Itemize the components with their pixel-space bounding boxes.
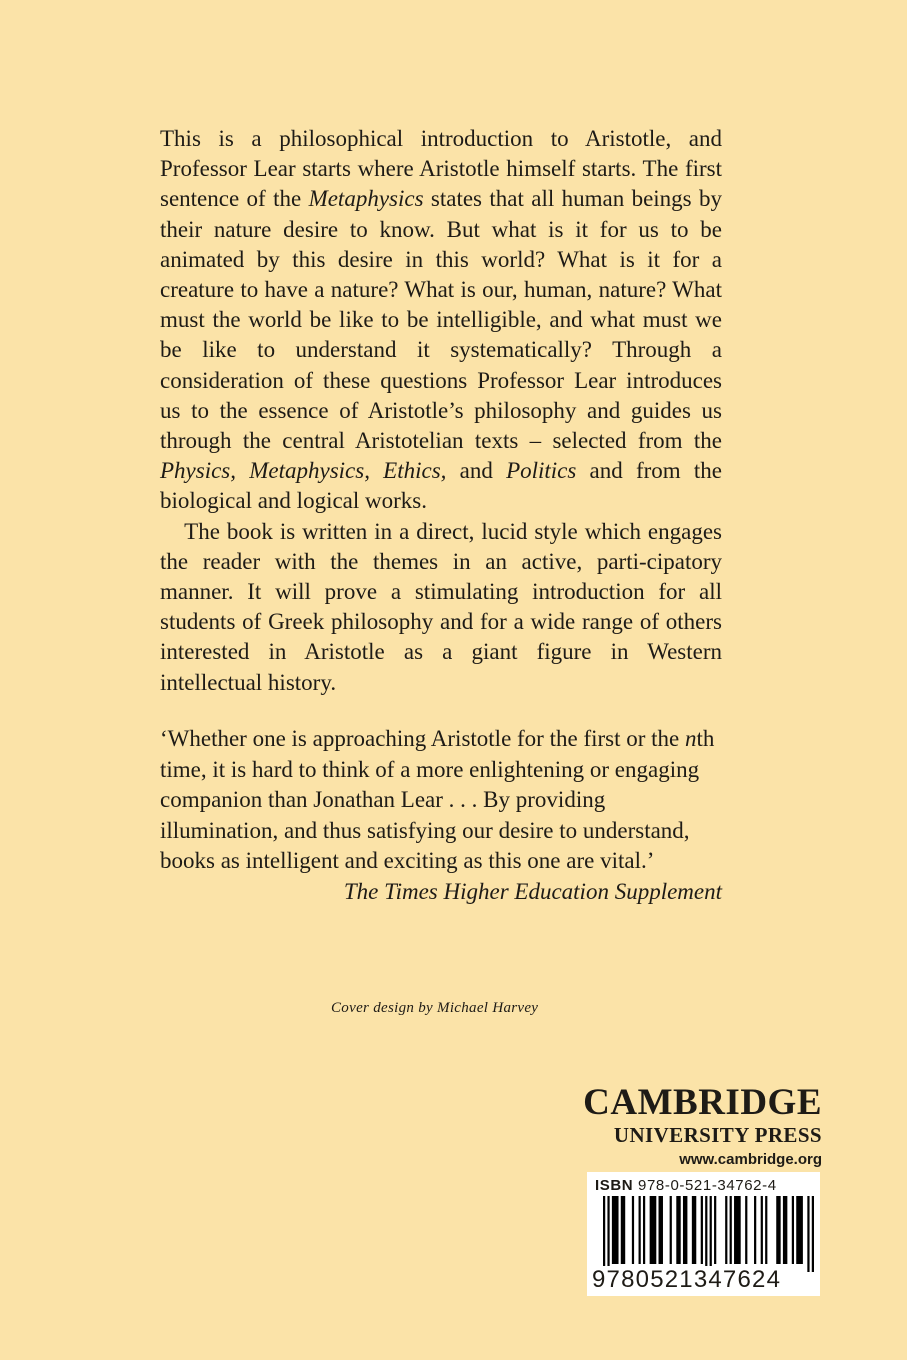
blurb [160, 124, 722, 698]
barcode-bar [603, 1196, 605, 1272]
quote-text-nth: n [685, 726, 697, 751]
barcode-bar [710, 1196, 712, 1272]
barcode-bar [730, 1196, 732, 1264]
barcode-bar [683, 1196, 687, 1264]
publisher-url: www.cambridge.org [679, 1151, 822, 1168]
barcode-bar [670, 1196, 672, 1264]
blurb-text-run: and [446, 458, 507, 484]
barcode-bar [632, 1196, 634, 1264]
blurb-italic-title: Politics [506, 458, 577, 484]
blurb-text-run: This is a philosophical introduction to Aristotle, and Professor Lear starts where Aristotle himself starts. The first sentence of the [160, 126, 722, 212]
barcode-bar [701, 1196, 703, 1264]
barcode-bar [792, 1196, 794, 1264]
blurb-paragraph-1 [160, 124, 722, 517]
quote-text-open: ‘Whether one is approaching Aristotle for the first or the [160, 726, 686, 751]
isbn-value: 978-0-521-34762-4 [638, 1177, 777, 1194]
barcode-bar [650, 1196, 657, 1264]
blurb-paragraph-2: The book is written in a direct, lucid style which engages the reader with the themes in an active, parti-cipatory manner. It will prove a stimulating introduction for all students of Greek philosophy and for a wide range of others interested in Aristotle as a giant figure in Western intellectual history. [160, 518, 722, 695]
isbn-line [595, 1177, 777, 1194]
barcode-bar [612, 1196, 619, 1264]
cover-design-credit: Cover design by Michael Harvey [331, 1000, 539, 1016]
barcode-bar [812, 1196, 814, 1272]
barcode-bar [639, 1196, 641, 1264]
blurb-text-run: states that all human beings by their nature desire to know. But what is it for us to be animated by this desire in this world? What is it for a creature to have a nature? What is our, human, nature? What must the world be like to be intelligible, and what must we be like to understand it systematically? Through a consideration of these questions Professor Lear introduces us to the essence of Aristotle’s philosophy and guides us through the central Aristotelian texts – selected from the [160, 186, 722, 454]
barcode-bar [734, 1196, 741, 1264]
barcode-graphic [593, 1196, 814, 1272]
barcode-bar [714, 1196, 716, 1264]
barcode-bar [621, 1196, 625, 1264]
barcode-digits: 9780521347624 [592, 1266, 782, 1293]
barcode-bar [776, 1196, 780, 1264]
barcode-bar [705, 1196, 707, 1272]
blurb-text-run: and from the biological and logical works. [160, 458, 723, 514]
barcode-bar [692, 1196, 696, 1264]
quote-source: The Times Higher Education Supplement [343, 878, 722, 904]
barcode-bar [659, 1196, 663, 1264]
barcode-bar [643, 1196, 645, 1264]
barcode-bar [783, 1196, 787, 1264]
review-quote [160, 724, 722, 907]
publisher-logo [580, 1084, 822, 1172]
publisher-subtitle: UNIVERSITY PRESS [613, 1123, 822, 1147]
barcode-bar [607, 1196, 609, 1272]
blurb-italic-title: Metaphysics [308, 186, 424, 212]
quote-text-rest: th time, it is hard to think of a more enlightening or engaging companion than Jonathan Lear . . . By providing illumination, and thus satisfying our desire to understand, books as intelligent and exciting as this one are vital.’ [160, 726, 715, 873]
barcode-bar [725, 1196, 727, 1264]
barcode-bar [745, 1196, 747, 1264]
blurb-italic-title: Physics, Metaphysics, Ethics, [160, 458, 447, 484]
isbn-label: ISBN [595, 1177, 634, 1194]
barcode-bar [765, 1196, 767, 1264]
isbn-barcode-block [587, 1172, 820, 1296]
barcode-bar [807, 1196, 809, 1272]
barcode-bar [754, 1196, 756, 1264]
barcode-bar [796, 1196, 803, 1264]
barcode-bar [676, 1196, 680, 1264]
publisher-name: CAMBRIDGE [583, 1082, 822, 1123]
barcode-bar [761, 1196, 763, 1264]
